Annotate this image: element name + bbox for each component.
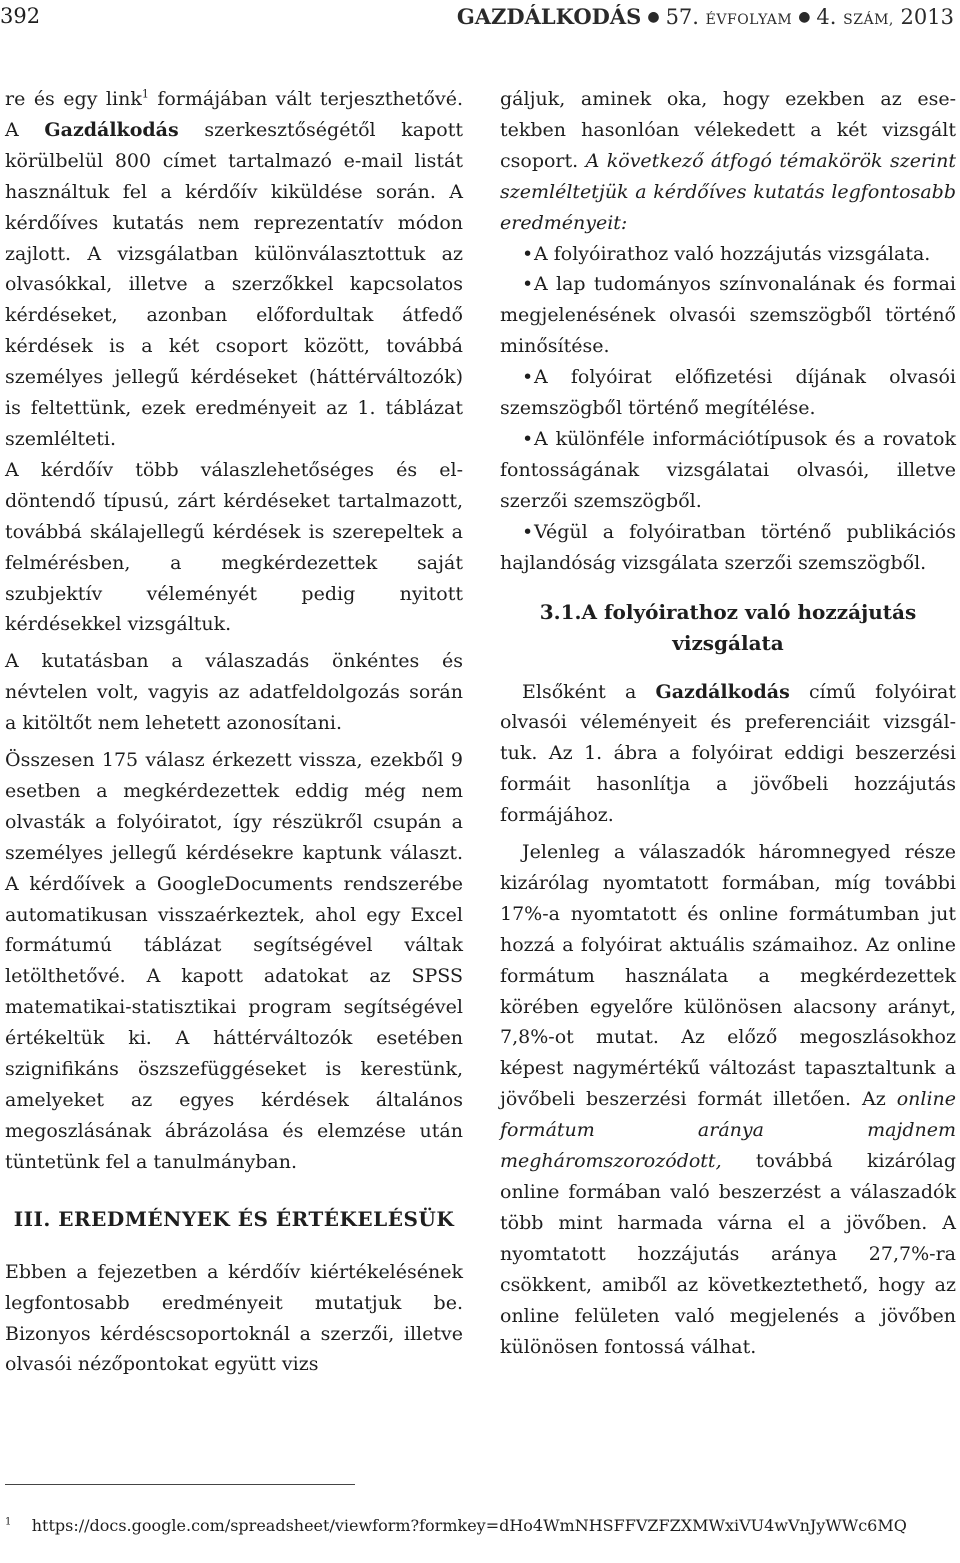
paragraph-access-results: Jelenleg a válaszadók háromnegyed része kizárólag nyomtatott formában, míg további 17%-a nyomtatott és online formátumban jut hozzá a folyóirat aktuális számaihoz. Az online formátum használata a megkérdezettek körében egyelőre különösen alacsony arányt, 7,8%-ot mutat. Az előző megoszlásokhoz képest nagymértékű változást tapasztaltunk a jövőbeli beszerzési formát illetően. Az online formátum aránya majdnem megháromszorozódott, továbbá kizárólag online formában való beszerzést a válaszadók több mint harmada várna el a jövőben. A nyomtatott hozzájutás aránya 27,7%-ra csökkent, amiből az következtethető, hogy az online felületen való megjelenés a jövőben különösen fontossá válhat.	[500, 841, 956, 1358]
volume-word: ÉVFOLYAM	[705, 12, 793, 28]
left-column	[5, 84, 463, 1380]
running-header	[0, 4, 960, 40]
page-number: 392	[0, 4, 41, 28]
paragraph-anonymity: A kutatásban a válaszadás önkéntes és névtelen volt, vagyis az adatfeldolgozás során a kitöltőt nem lehetett azonosítani.	[5, 650, 463, 735]
issue-word: SZÁM,	[843, 12, 894, 28]
list-item: • A lap tudományos színvonalának és formai megjelenésének olvasói szemszögből történő minősítése.	[500, 269, 956, 362]
footnote-divider	[5, 1484, 355, 1485]
journal-title-inline: Gazdálkodás	[44, 118, 179, 141]
right-column	[500, 84, 956, 1362]
year: 2013	[900, 5, 954, 29]
footnote-ref[interactable]: 1	[141, 87, 149, 101]
footnote	[5, 1512, 955, 1539]
separator-dot-icon: ●	[647, 9, 660, 25]
list-item: • Végül a folyóiratban történő publikációs hajlandóság vizsgálata szerzői szemszögből.	[500, 517, 956, 579]
paragraph-methods: re és egy link$^1$ formájában vált terjeszthetővé. A Gazdálkodás szerkesztőségétől kapott körülbelül 800 címet tartalmazó e-mail listát használtuk fel a kérdőív kiküldése során. A kérdőíves kutatás nem reprezentatív módon zajlott. A vizsgálatban különválasztottuk az olvasókkal, illetve a szerzőkkel kapcsolatos kérdéseket, azonban előfordultak átfedő kérdések is a két csoport között, továbbá személyes jellegű kérdéseket (háttérváltozók) is feltettünk, ezek eredményeit az 1. táblázat szemlélteti.	[5, 87, 463, 450]
paragraph-topics-intro: gáljuk, aminek oka, hogy ezekben az esetekben hasonlóan vélekedett a két vizsgált csoport. A következő átfogó témakörök szerint szemléltetjük a kérdőíves kutatás legfontosabb eredményeit:	[500, 88, 957, 234]
volume-number: 57.	[665, 5, 699, 29]
paragraph-chapter-intro: Ebben a fejezetben a kérdőív kiértékelésének legfontosabb eredményeit mutatjuk be. Bizonyos kérdéscsoportoknál a szerzői, illetve olvasói nézőpontokat együtt vizs	[5, 1260, 463, 1376]
journal-name: GAZDÁLKODÁS	[456, 4, 642, 29]
journal-title-inline: Gazdálkodás	[655, 680, 790, 703]
topic-list	[500, 239, 956, 579]
paragraph-access-intro: Elsőként a Gazdálkodás című folyóirat olvasói véleményeit és preferenciáit vizsgáltuk. Az 1. ábra a folyóirat eddigi beszerzési formáit hasonlítja a jövőbeli hozzájutás formájához.	[500, 680, 956, 827]
footnote-link[interactable]: https://docs.google.com/spreadsheet/viewform?formkey=dHo4WmNHSFFVZFZXMWxiVU4wVnJyWWc6MQ	[31, 1516, 907, 1535]
subsection-title: 3.1.A folyóirathoz való hozzájutás vizsgálata	[539, 599, 917, 655]
section-title: III. EREDMÉNYEK ÉS ÉRTÉKELÉSÜK	[13, 1206, 455, 1231]
list-item: • A folyóirat előfizetési díjának olvasói szemszögből történő megítélése.	[500, 362, 956, 424]
issue-number: 4.	[816, 5, 837, 29]
list-item: • A folyóirathoz való hozzájutás vizsgálata.	[500, 239, 956, 270]
running-head	[457, 4, 954, 29]
paragraph-responses: Összesen 175 válasz érkezett vissza, ezekből 9 esetben a megkérdezettek eddig még nem olvasták a folyóiratot, így részükről csupán a személyes jellegű kérdésekre kaptunk választ. A kérdőívek a GoogleDocuments rendszerébe automatikusan visszaérkeztek, ahol egy Excel formátumú táblázat segítségével váltak letölthetővé. A kapott adatokat az SPSS matematikai-statisztikai program segítségével értékeltük ki. A háttérváltozók esetében szignifikáns öszszefüggéseket is kerestünk, amelyeket az egyes kérdések általános megoszlásának ábrázolása és elemzése után tüntetünk fel a tanulmányban.	[5, 749, 463, 1173]
paragraph-questionnaire: A kérdőív több válaszlehetőséges és eldöntendő típusú, zárt kérdéseket tartalmazott, továbbá skálajellegű kérdések is szerepeltek a felmérésben, a megkérdezettek saját szubjektív véleményét pedig nyitott kérdésekkel vizsgáltuk.	[5, 458, 463, 636]
footnote-number: 1	[5, 1516, 12, 1528]
separator-dot-icon: ●	[798, 9, 811, 25]
list-item: • A különféle információtípusok és a rovatok fontosságának vizsgálatai olvasói, illetve szerzői szemszögből.	[500, 424, 956, 517]
